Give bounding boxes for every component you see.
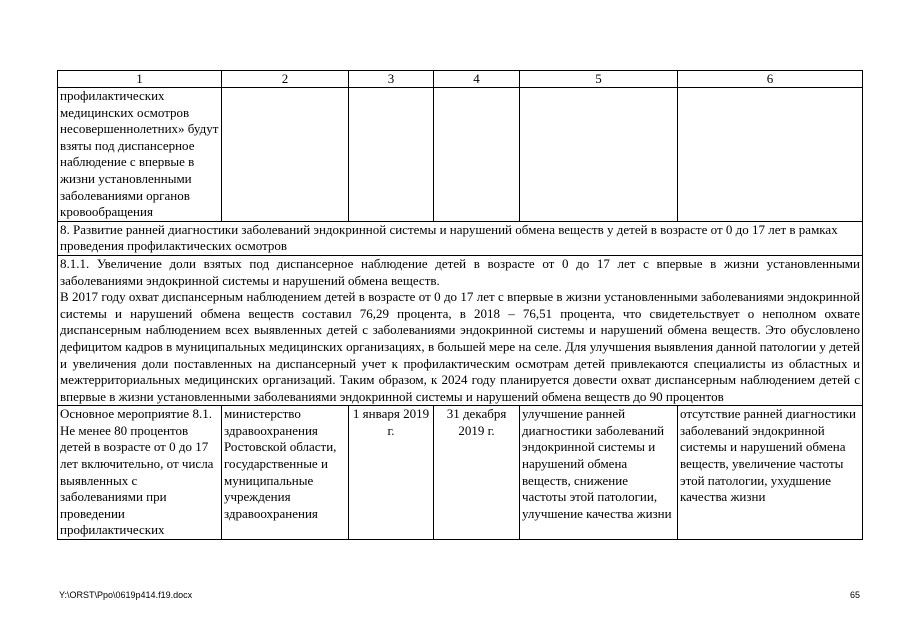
row1-col1-cell: профилактических медицинских осмотров несовершеннолетних» будут взяты под диспансерное наблюдение с впервые в жизни установленными заболеваниями органов кровообращения [58, 88, 222, 222]
row1-col2-cell [222, 88, 349, 222]
row1-col6-cell [678, 88, 863, 222]
task-8-1-1-cell [58, 255, 863, 405]
section-8-heading: 8. Развитие ранней диагностики заболеваний эндокринной системы и нарушений обмена веществ у детей в возрасте от 0 до 17 лет в рамках проведения профилактических осмотров [58, 221, 863, 255]
table-header-row [58, 71, 863, 88]
activity-8-1-name-cell: Основное мероприятие 8.1. Не менее 80 процентов детей в возрасте от 0 до 17 лет включительно, от числа выявленных с заболеваниями при проведении профилактических [58, 406, 222, 540]
activity-8-1-executor-cell: министерство здравоохранения Ростовской области, государственные и муниципальные учреждения здравоохранения [222, 406, 349, 540]
activity-8-1-start-date-cell: 1 января 2019 г. [349, 406, 434, 540]
footer-file-path: Y:\ORST\Ppo\0619p414.f19.docx [59, 590, 193, 600]
header-cell: 2 [222, 71, 349, 88]
row1-col5-cell [520, 88, 678, 222]
document-table [57, 70, 863, 540]
activity-8-1-end-date-cell: 31 декабря 2019 г. [434, 406, 520, 540]
header-cell: 6 [678, 71, 863, 88]
header-cell: 3 [349, 71, 434, 88]
task-8-1-1-title: 8.1.1. Увеличение доли взятых под диспансерное наблюдение детей в возрасте от 0 до 17 лет с впервые в жизни установленными заболеваниями эндокринной системы и нарушений обмена веществ. [60, 255, 860, 288]
row1-col4-cell [434, 88, 520, 222]
footer-page-number: 65 [849, 590, 860, 600]
table-row [58, 88, 863, 222]
header-cell: 4 [434, 71, 520, 88]
row1-col3-cell [349, 88, 434, 222]
header-cell: 5 [520, 71, 678, 88]
table-row [58, 406, 863, 540]
activity-8-1-consequences-cell: отсутствие ранней диагностики заболеваний эндокринной системы и нарушений обмена веществ, увеличение частоты этой патологии, ухудшение качества жизни [678, 406, 863, 540]
task-8-1-1-description: В 2017 году охват диспансерным наблюдением детей в возрасте от 0 до 17 лет с впервые в жизни установленными заболеваниями эндокринной системы и нарушений обмена веществ составил 76,29 процента, в 2018 – 76,51 процента, что свидетельствует о неполном охвате диспансерным наблюдением всех выявленных детей с заболеваниями эндокринной системы и нарушений обмена веществ. Это обусловлено дефицитом кадров в муниципальных медицинских организациях, в большей мере на селе. Для улучшения выявления данной патологии у детей и увеличения доли поставленных на диспансерный учет к профилактическим осмотрам детей привлекаются специалисты из областных и межтерриториальных медицинских организаций. Таким образом, к 2024 году планируется довести охват диспансерным наблюдением детей с впервые в жизни установленными заболеваниями эндокринной системы и нарушений обмена веществ до 90 процентов [60, 289, 860, 404]
activity-8-1-expected-result-cell: улучшение ранней диагностики заболеваний эндокринной системы и нарушений обмена веществ, снижение частоты этой патологии, улучшение качества жизни [520, 406, 678, 540]
task-row [58, 255, 863, 405]
section-row [58, 221, 863, 255]
header-cell: 1 [58, 71, 222, 88]
